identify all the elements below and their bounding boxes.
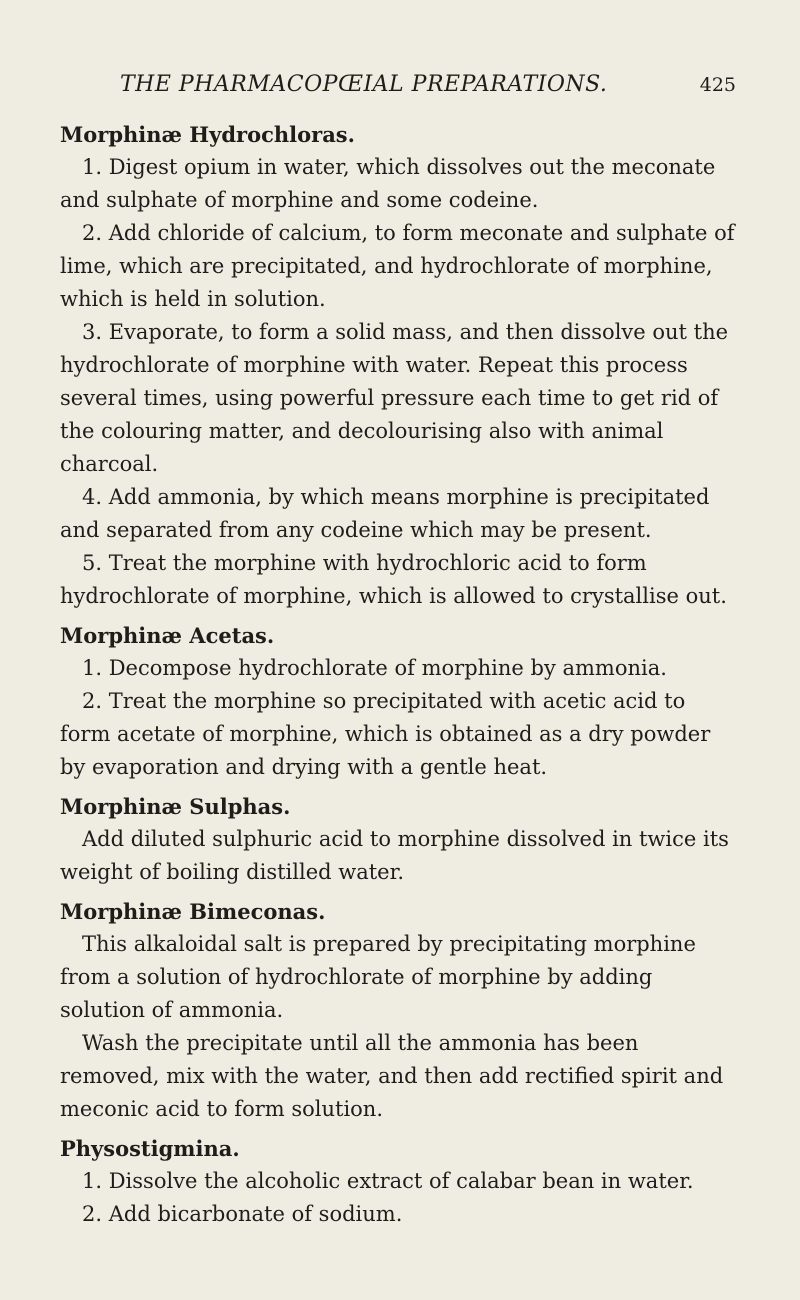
paragraph: This alkaloidal salt is prepared by precipitating morphine from a solution of hydrochlorate of morphine by adding solution of ammonia. bbox=[60, 932, 696, 1022]
paragraph: 1. Decompose hydrochlorate of morphine by ammonia. bbox=[82, 656, 667, 680]
section-morphinae-sulphas bbox=[60, 790, 740, 889]
paragraph: Wash the precipitate until all the ammonia has been removed, mix with the water, and then add rectified spirit and meconic acid to form solution. bbox=[60, 1031, 724, 1121]
paragraph: 3. Evaporate, to form a solid mass, and then dissolve out the hydrochlorate of morphine with water. Repeat this process several times, using powerful pressure each time to get rid of the colouring matter, and decolourising also with animal charcoal. bbox=[60, 320, 729, 476]
page-number: 425 bbox=[699, 74, 736, 96]
section-heading: Morphinæ Sulphas. bbox=[60, 794, 291, 819]
paragraph: 5. Treat the morphine with hydrochloric acid to form hydrochlorate of morphine, which is allowed to crystallise out. bbox=[60, 551, 727, 608]
paragraph: Add diluted sulphuric acid to morphine dissolved in twice its weight of boiling distilled water. bbox=[60, 827, 729, 884]
section-morphinae-bimeconas bbox=[60, 895, 740, 1126]
section-heading: Physostigmina. bbox=[60, 1136, 240, 1161]
section-morphinae-hydrochloras bbox=[60, 118, 740, 613]
section-heading: Morphinæ Bimeconas. bbox=[60, 899, 326, 924]
paragraph: 4. Add ammonia, by which means morphine is precipitated and separated from any codeine which may be present. bbox=[60, 485, 710, 542]
section-heading: Morphinæ Acetas. bbox=[60, 623, 275, 648]
paragraph: 2. Treat the morphine so precipitated with acetic acid to form acetate of morphine, which is obtained as a dry powder by evaporation and drying with a gentle heat. bbox=[60, 689, 711, 779]
section-physostigmina bbox=[60, 1132, 740, 1231]
paragraph: 2. Add bicarbonate of sodium. bbox=[82, 1202, 403, 1226]
paragraph: 1. Dissolve the alcoholic extract of calabar bean in water. bbox=[82, 1169, 694, 1193]
paragraph: 1. Digest opium in water, which dissolves out the meconate and sulphate of morphine and some codeine. bbox=[60, 155, 716, 212]
section-heading: Morphinæ Hydrochloras. bbox=[60, 122, 355, 147]
paragraph: 2. Add chloride of calcium, to form meconate and sulphate of lime, which are precipitated, and hydrochlorate of morphine, which is held in solution. bbox=[60, 221, 735, 311]
running-head bbox=[60, 64, 740, 104]
section-morphinae-acetas bbox=[60, 619, 740, 784]
running-title: THE PHARMACOPŒIAL PREPARATIONS. bbox=[120, 72, 608, 97]
